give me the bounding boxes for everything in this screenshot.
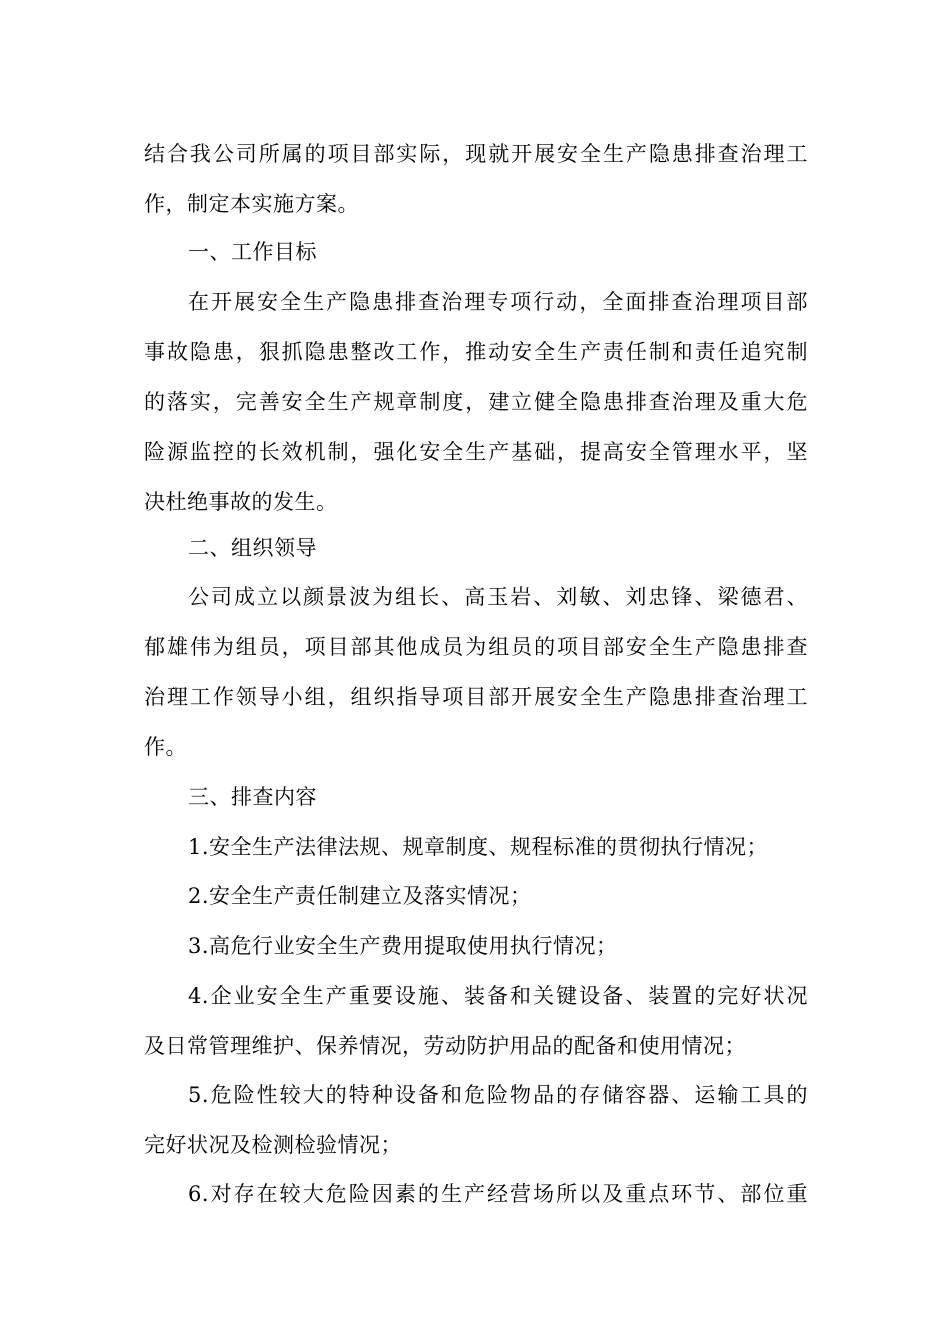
goals-line-3: 的落实，完善安全生产规章制度，建立健全隐患排查治理及重大危 xyxy=(144,390,808,414)
list-item-1 xyxy=(144,822,808,872)
heading-goals-text: 一、工作目标 xyxy=(188,240,317,264)
section-heading-inspection xyxy=(144,772,808,822)
goals-line-4: 险源监控的长效机制，强化安全生产基础，提高安全管理水平，坚 xyxy=(144,440,808,464)
goals-line-5: 决杜绝事故的发生。 xyxy=(144,490,338,514)
section-heading-goals xyxy=(144,227,808,277)
list-item-2 xyxy=(144,871,808,921)
heading-inspection-text: 三、排查内容 xyxy=(188,785,317,809)
organization-line-2: 郁雄伟为组员，项目部其他成员为组员的项目部安全生产隐患排查 xyxy=(144,635,808,659)
goals-line-2: 事故隐患，狠抓隐患整改工作，推动安全生产责任制和责任追究制 xyxy=(144,340,808,364)
item-6-line-1: 6.对存在较大危险因素的生产经营场所以及重点环节、部位重 xyxy=(188,1182,808,1206)
organization-line-1: 公司成立以颜景波为组长、高玉岩、刘敏、刘忠锋、梁德君、 xyxy=(188,585,808,609)
list-item-5 xyxy=(144,1070,808,1170)
item-4-line-2: 及日常管理维护、保养情况，劳动防护用品的配备和使用情况； xyxy=(144,1034,746,1058)
list-item-4 xyxy=(144,971,808,1071)
list-item-6 xyxy=(144,1169,808,1219)
item-4-line-1: 4.企业安全生产重要设施、装备和关键设备、装置的完好状况 xyxy=(188,984,808,1008)
item-3-text: 3.高危行业安全生产费用提取使用执行情况； xyxy=(188,934,618,958)
intro-paragraph xyxy=(144,129,808,229)
item-2-text: 2.安全生产责任制建立及落实情况； xyxy=(188,884,532,908)
organization-line-4: 作。 xyxy=(144,735,187,759)
item-5-line-1: 5.危险性较大的特种设备和危险物品的存储容器、运输工具的 xyxy=(188,1083,808,1107)
item-5-line-2: 完好状况及检测检验情况； xyxy=(144,1133,402,1157)
goals-line-1: 在开展安全生产隐患排查治理专项行动，全面排查治理项目部 xyxy=(188,290,808,314)
organization-line-3: 治理工作领导小组，组织指导项目部开展安全生产隐患排查治理工 xyxy=(144,685,808,709)
goals-paragraph xyxy=(144,277,808,527)
list-item-3 xyxy=(144,921,808,971)
intro-line-2: 作，制定本实施方案。 xyxy=(144,192,359,216)
organization-paragraph xyxy=(144,572,808,772)
heading-organization-text: 二、组织领导 xyxy=(188,536,317,560)
item-1-text: 1.安全生产法律法规、规章制度、规程标准的贯彻执行情况； xyxy=(188,835,769,859)
section-heading-organization xyxy=(144,523,808,573)
intro-line-1: 结合我公司所属的项目部实际，现就开展安全生产隐患排查治理工 xyxy=(144,142,808,166)
